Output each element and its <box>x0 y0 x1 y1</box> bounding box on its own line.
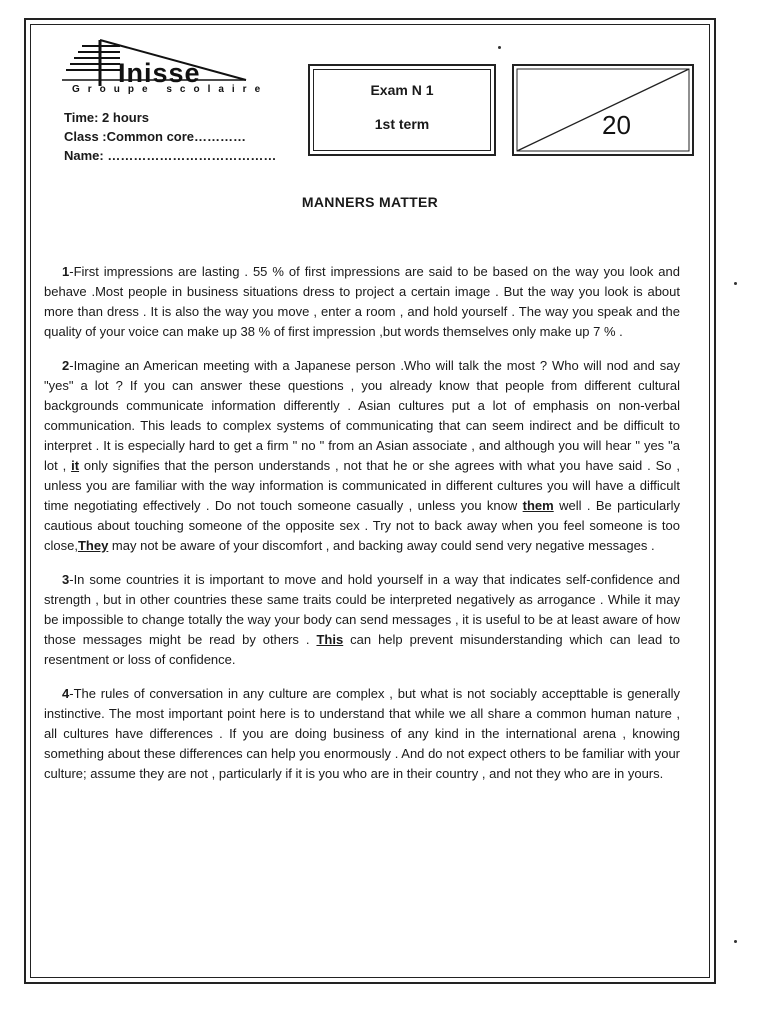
class-line: Class :Common core………… <box>64 129 247 144</box>
paragraph-4 <box>44 684 680 784</box>
logo-wordmark: Inisse <box>118 58 201 88</box>
paragraph-number: 1 <box>62 264 70 279</box>
exam-title: Exam N 1 <box>370 82 434 98</box>
paragraph-2 <box>44 356 680 556</box>
paragraph-number: 2 <box>62 358 70 373</box>
score-box <box>512 64 694 156</box>
paragraph-text: -In some countries it is important to move and hold yourself in a way that indicates self-confidence and strength , but in other countries these same traits could be interpreted negatively as arrogance . While it may be impossible to change totally the way your body can send messages , it is useful to be at least aware of how those messages might be read by others . <box>44 572 680 647</box>
scan-speck <box>734 940 737 943</box>
time-line: Time: 2 hours <box>64 110 150 125</box>
reading-text <box>44 262 680 798</box>
student-info <box>64 108 276 165</box>
reference-word-this: This <box>316 632 344 647</box>
scan-speck <box>498 46 501 49</box>
scan-speck <box>734 282 737 285</box>
reference-word-it: it <box>71 458 80 473</box>
paragraph-number: 4 <box>62 686 70 701</box>
paragraph-text: well . Be particularly cautious about touching someone of the opposite sex . Try not to back away when you feel someone is too close, <box>44 498 680 553</box>
paragraph-body: -First impressions are lasting . 55 % of first impressions are said to be based on the way you look and behave .Most people in business situations dress to project a certain image . But the way you look is about more than dress . It is also the way you move , enter a room , and hold yourself . The way you speak and the quality of your voice can make up 38 % of first impression ,but words themselves only make up 7 % . <box>44 264 680 339</box>
paragraph-1 <box>44 262 680 342</box>
paragraph-text: may not be aware of your discomfort , and backing away could send very negative messages . <box>108 538 655 553</box>
score-total: 20 <box>602 110 631 140</box>
exam-term: 1st term <box>374 116 430 132</box>
logo-subtitle: Groupe scolaire <box>72 84 269 95</box>
name-line: Name: ………………………………… <box>64 148 277 163</box>
reference-word-them: them <box>522 498 554 513</box>
paragraph-text: -Imagine an American meeting with a Japanese person .Who will talk the most ? Who will nod and say "yes" a lot ? If you can answer these questions , you already know that people from different cultural backgrounds communicate information differently . Asian cultures put a lot of emphasis on non-verbal communication. This leads to complex systems of communicating that can seem indirect and be difficult to interpret . It is especially hard to get a firm " no " from an Asian associate , and although you will hear " yes "a lot , <box>44 358 680 473</box>
reference-word-they: They <box>77 538 109 553</box>
text-title: MANNERS MATTER <box>301 194 439 210</box>
paragraph-text: can help prevent misunderstanding which can lead to resentment or loss of confidence. <box>44 632 681 667</box>
paragraph-3 <box>44 570 680 670</box>
paragraph-number: 3 <box>62 572 70 587</box>
exam-info-box <box>308 64 496 156</box>
paragraph-text: only signifies that the person understands , not that he or she agrees with what you have said . So , unless you are familiar with the way information is communicated in different cultures you will have a difficult time negotiating effectively . Do not touch someone casually , unless you know <box>44 458 680 513</box>
paragraph-body: -The rules of conversation in any culture are complex , but what is not sociably accepttable is generally instinctive. The most important point here is to understand that while we all share a common human nature , all cultures have differences . If you are doing business of any kind in the international arena , knowing something about these differences can help you enormously . And do not expect others to be familiar with your culture; assume they are not , particularly if it is you who are in their country , and not they who are in yours. <box>44 686 680 781</box>
